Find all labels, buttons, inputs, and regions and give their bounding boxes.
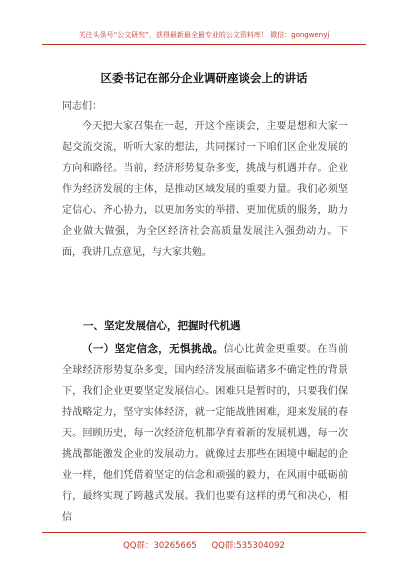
intro-block: [62, 116, 348, 263]
salutation-block: [62, 96, 348, 117]
footer-divider: [42, 532, 366, 533]
footer-qq-group-1: QQ群：30265665: [123, 541, 197, 551]
subsection-heading: （一）坚定信念，无惧挑战。: [82, 343, 224, 355]
footer-qq-group-2: QQ群:535304092: [211, 541, 285, 551]
header-note: 关注头条号“公文研究”，获得最新最全最专业的公文资料库！ 微信：gongwenyj: [78, 31, 330, 39]
salutation: 同志们：: [62, 101, 102, 112]
header-divider: [42, 44, 366, 45]
document-title: 区委书记在部分企业调研座谈会上的讲话: [100, 71, 308, 85]
footer: [0, 539, 408, 551]
subsection-body: 信心比黄金更重要。在当前全球经济形势复杂多变，国内经济发展面临诸多不确定性的背景下，我们企业更要坚定发展信心。困难只是暂时的，只要我们保持战略定力，坚守实体经济，就一定能战胜困难，迎来发展的春天。回顾历史，每一次经济危机都孕育着新的发展机遇，每一次挑战都能激发企业的发展动力。就像过去那些在困境中崛起的企业一样，他们凭借着坚定的信念和顽强的毅力，在风雨中砥砺前行，最终实现了跨越式发展。我们也要有这样的勇气和决心，相信: [62, 344, 349, 523]
subsection-paragraph: [62, 339, 348, 528]
section-heading: 一、坚定发展信心，把握时代机遇: [83, 320, 241, 332]
subsection-block: [62, 339, 348, 528]
intro-paragraph: 今天把大家召集在一起，开这个座谈会，主要是想和大家一起交流交流，听听大家的想法，共同探讨一下咱们区企业发展的方向和路径。当前，经济形势复杂多变，挑战与机遇并存。企业作为经济发展的主体，是推动区域发展的重要力量。我们必须坚定信心、齐心协力，以更加务实的举措、更加优质的服务，助力企业做大做强，为全区经济社会高质量发展注入强劲动力。下面，我讲几点意见，与大家共勉。: [62, 121, 348, 258]
